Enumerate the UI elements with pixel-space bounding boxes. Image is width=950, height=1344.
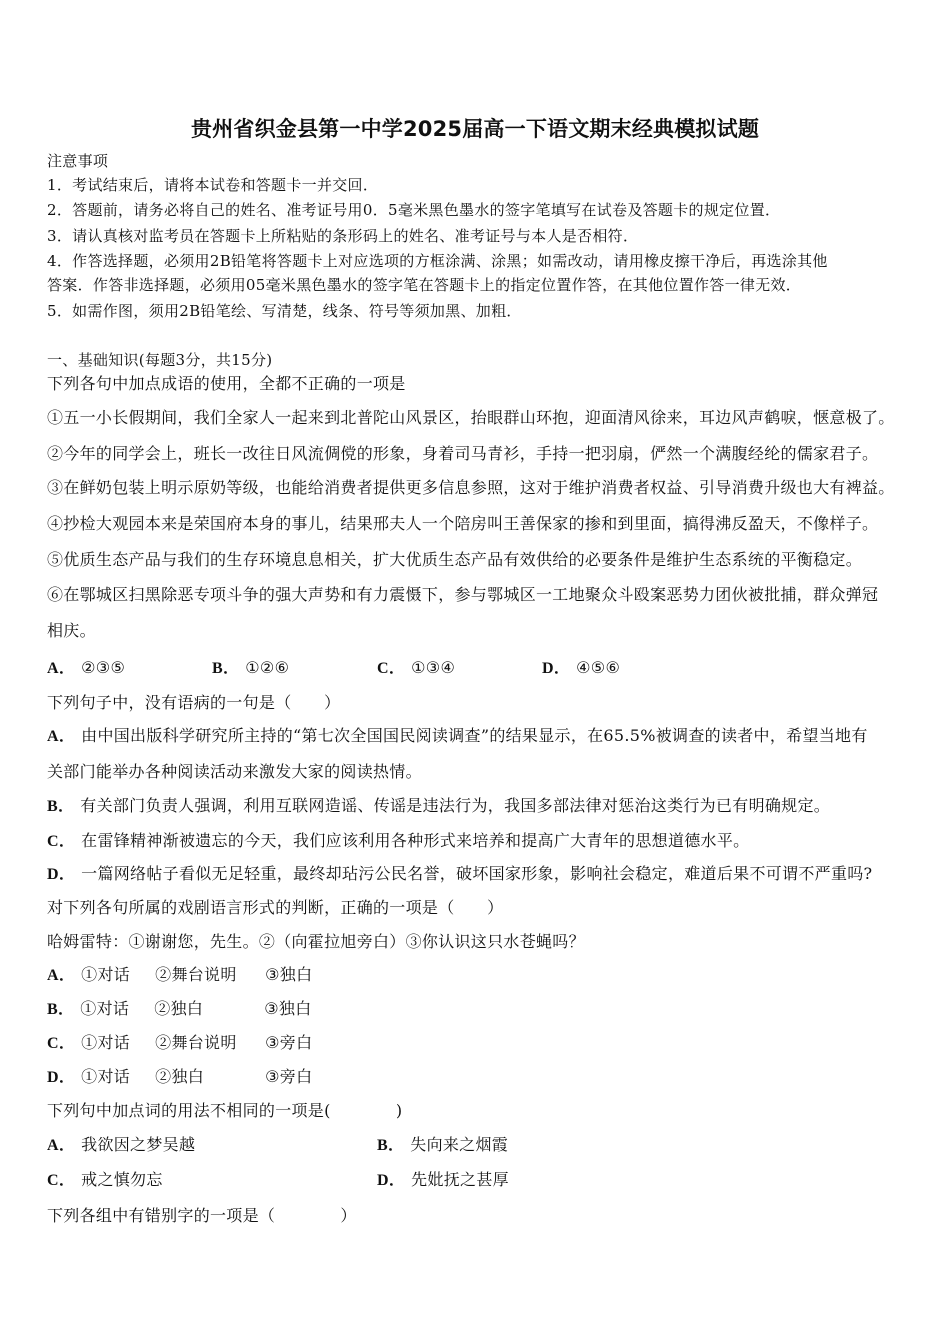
q3-option-d[interactable]: D． ①对话 ②独白 ③旁白 [47,1067,313,1086]
sentence: ④抄检大观园本来是荣国府本身的事儿，结果邢夫人一个陪房叫王善保家的掺和到里面，搞得沸反盈天，不像样子。 [47,514,879,533]
q4-option-d[interactable]: D． 先妣抚之甚厚 [377,1170,509,1189]
q4-option-b[interactable]: B． 失向来之烟霞 [377,1135,509,1154]
sentence: ⑥在鄂城区扫黑除恶专项斗争的强大声势和有力震慑下，参与鄂城区一工地聚众斗殴案恶势力团伙被批捕，群众弹冠 [47,585,879,604]
sentence: 相庆。 [47,621,96,640]
notice-item: 2．答题前，请务必将自己的姓名、准考证号用0．5毫米黑色墨水的签字笔填写在试卷及答题卡的规定位置． [47,201,781,219]
q2-option-d[interactable]: D． 一篇网络帖子看似无足轻重，最终却玷污公民名誉，破坏国家形象，影响社会稳定，难道后果不可谓不严重吗? [47,864,873,883]
q2-option-a-continued: 关部门能举办各种阅读活动来激发大家的阅读热情。 [47,762,422,781]
question-stem: 下列句子中，没有语病的一句是（ ） [47,693,341,712]
q1-option-b[interactable]: B． ①②⑥ [212,658,290,677]
q4-option-a[interactable]: A． 我欲因之梦吴越 [47,1135,196,1154]
question-stem: 对下列各句所属的戏剧语言形式的判断，正确的一项是（ ） [47,898,504,917]
notice-item: 答案．作答非选择题，必须用05毫米黑色墨水的签字笔在答题卡上的指定位置作答，在其他位置作答一律无效． [47,276,802,294]
notice-heading: 注意事项 [47,152,109,170]
sentence: ①五一小长假期间，我们全家人一起来到北普陀山风景区，抬眼群山环抱，迎面清风徐来，耳边风声鹤唳，惬意极了。 [47,408,895,427]
notice-item: 5．如需作图，须用2B铅笔绘、写清楚，线条、符号等须加黑、加粗． [47,302,522,320]
sentence: ②今年的同学会上，班长一改往日风流倜傥的形象，身着司马青衫，手持一把羽扇，俨然一个满腹经纶的儒家君子。 [47,444,879,463]
q2-option-c[interactable]: C． 在雷锋精神渐被遗忘的今天，我们应该利用各种形式来培养和提高广大青年的思想道德水平。 [47,831,750,850]
sentence: ③在鲜奶包装上明示原奶等级，也能给消费者提供更多信息参照，这对于维护消费者权益、引导消费升级也大有裨益。 [47,478,895,497]
notice-item: 1．考试结束后，请将本试卷和答题卡一并交回． [47,176,379,194]
notice-item: 4．作答选择题，必须用2B铅笔将答题卡上对应选项的方框涂满、涂黑；如需改动，请用橡皮擦干净后，再选涂其他 [47,252,828,270]
question-stem: 下列各组中有错别字的一项是（ ） [47,1206,357,1225]
question-stem: 下列句中加点词的用法不相同的一项是( ) [47,1101,403,1120]
notice-item: 3．请认真核对监考员在答题卡上所粘贴的条形码上的姓名、准考证号与本人是否相符． [47,227,639,245]
q2-option-a[interactable]: A． 由中国出版科学研究所主持的“第七次全国国民阅读调查”的结果显示，在65.5%被调查的读者中，希望当地有 [47,726,868,745]
q2-option-b[interactable]: B． 有关部门负责人强调，利用互联网造谣、传谣是违法行为，我国多部法律对惩治这类行为已有明确规定。 [47,796,831,815]
q3-option-b[interactable]: B． ①对话 ②独白 ③独白 [47,999,312,1018]
q3-option-c[interactable]: C． ①对话 ②舞台说明 ③旁白 [47,1033,313,1052]
q3-option-a[interactable]: A． ①对话 ②舞台说明 ③独白 [47,965,313,984]
q1-option-d[interactable]: D． ④⑤⑥ [542,658,621,677]
question-stem: 下列各句中加点成语的使用，全都不正确的一项是 [47,374,406,393]
document-title: 贵州省织金县第一中学2025届高一下语文期末经典模拟试题 [190,117,760,141]
q1-option-c[interactable]: C． ①③④ [377,658,456,677]
q4-option-c[interactable]: C． 戒之慎勿忘 [47,1170,163,1189]
q1-option-a[interactable]: A． ②③⑤ [47,658,126,677]
question-quote: 哈姆雷特：①谢谢您，先生。②（向霍拉旭旁白）③你认识这只水苍蝇吗？ [47,932,585,951]
sentence: ⑤优质生态产品与我们的生存环境息息相关，扩大优质生态产品有效供给的必要条件是维护生态系统的平衡稳定。 [47,550,863,569]
section-heading: 一、基础知识(每题3分，共15分) [47,351,273,369]
